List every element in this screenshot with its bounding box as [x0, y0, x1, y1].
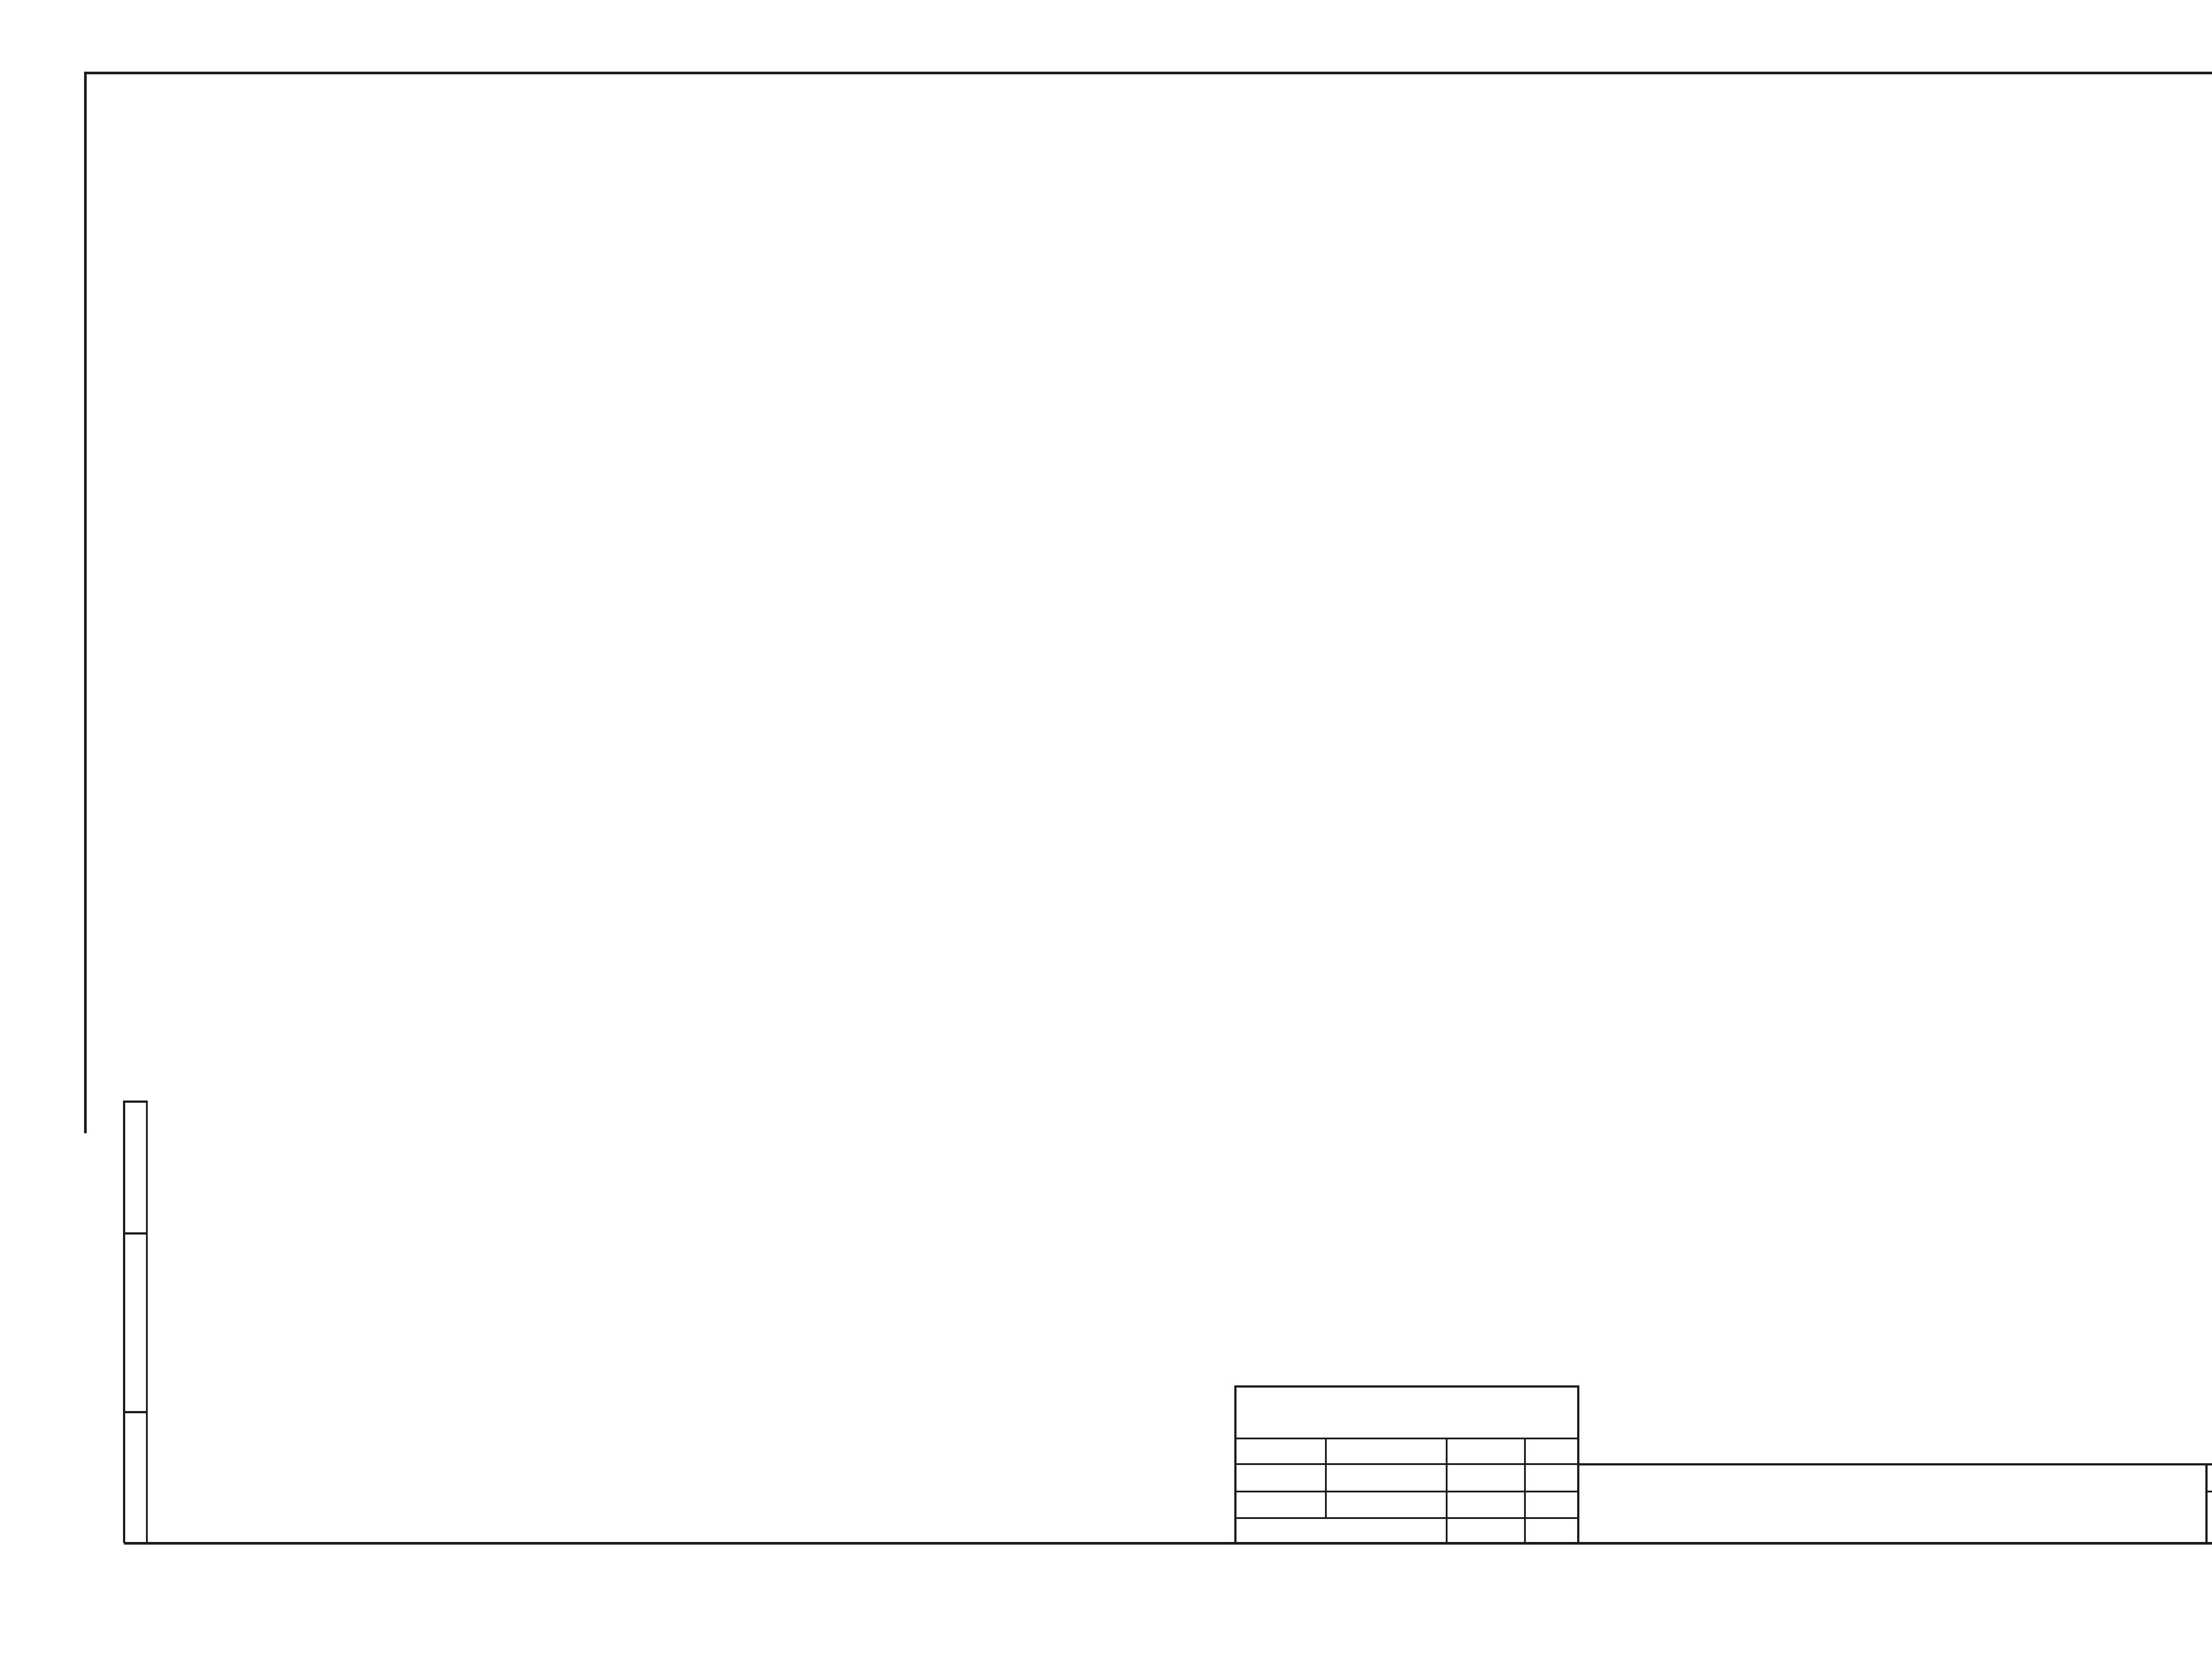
frame-top: [84, 72, 2212, 74]
title-block: [1234, 1385, 1579, 1388]
frame-bottom: [124, 1542, 2212, 1545]
stamp-strip: [123, 1101, 125, 1543]
sheet-box: [2205, 1463, 2208, 1545]
frame-left: [84, 72, 87, 1133]
